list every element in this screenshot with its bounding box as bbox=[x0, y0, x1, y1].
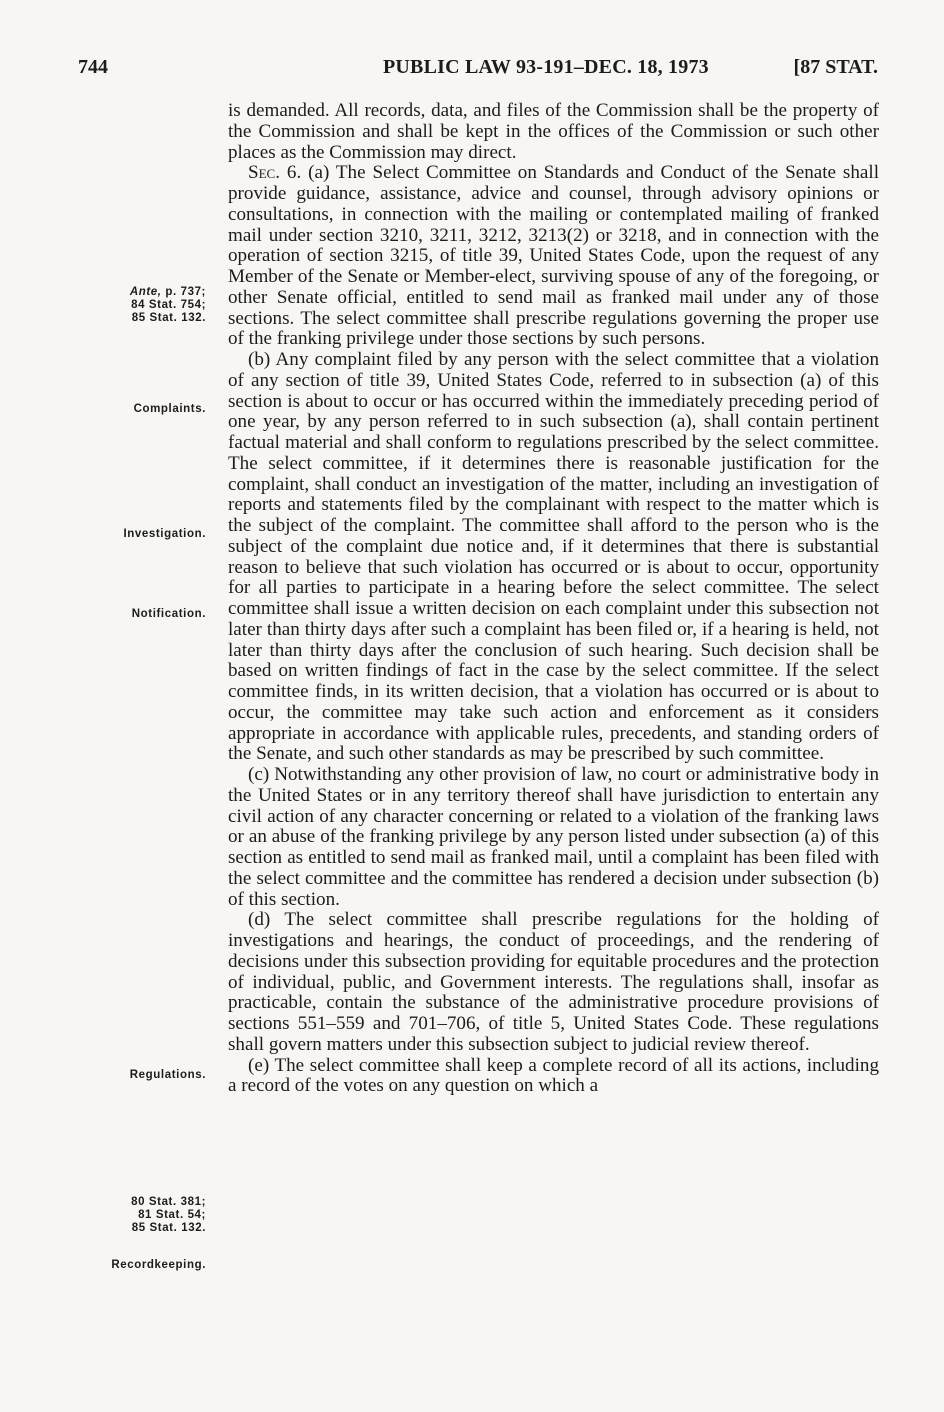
section-6a-text: 6. (a) The Select Committee on Standards and Conduct of the Senate shall provide guidance, assistance, advice and counsel, through advisory opinions or consultations, in connection with the mailing or contemplated mailing of franked mail under section 3210, 3211, 3212, 3213(2) or 3218, and in connection with the operation of section 3215, of title 39, United States Code, upon the request of any Member of the Senate or Member-elect, surviving spouse of any of the foregoing, or other Senate official, entitled to send mail as franked mail under any of those sections. The select committee shall prescribe regulations governing the proper use of the franking privilege under those sections by such persons. bbox=[228, 162, 879, 350]
margin-note-regulations: Regulations. bbox=[129, 1069, 206, 1081]
body-text bbox=[228, 101, 879, 1097]
margin-note-notification: Notification. bbox=[131, 608, 206, 620]
section-label: Sec. bbox=[248, 162, 281, 184]
margin-note-ante-stat2: 85 Stat. 132. bbox=[131, 312, 206, 324]
margin-note-complaints: Complaints. bbox=[133, 403, 206, 415]
running-title: PUBLIC LAW 93-191–DEC. 18, 1973 bbox=[383, 56, 709, 78]
margin-note-stat-line2: 81 Stat. 54; bbox=[138, 1209, 206, 1221]
margin-note-ante-stat1: 84 Stat. 754; bbox=[131, 299, 206, 311]
margin-note-statutes bbox=[131, 1196, 206, 1235]
margin-note-ante-italic: Ante, bbox=[129, 286, 162, 298]
page-number: 744 bbox=[78, 56, 108, 78]
paragraph-c: (c) Notwithstanding any other provision of law, no court or administrative body in the United States or in any territory thereof shall have jurisdiction to entertain any civil action of any character concerning or related to a violation of the franking laws or an abuse of the franking privilege by any person listed under subsection (a) of this section as entitled to send mail as franked mail, until a complaint has been filed with the select committee and the committee has rendered a decision under subsection (b) of this section. bbox=[228, 764, 879, 910]
margin-note-stat-line3: 85 Stat. 132. bbox=[131, 1222, 206, 1234]
margin-note-investigation: Investigation. bbox=[123, 528, 206, 540]
paragraph-continued: is demanded. All records, data, and files of the Commission shall be the property of the Commission and shall be kept in the offices of the Commission or such other places as the Commission may direct. bbox=[228, 100, 879, 163]
page-header bbox=[78, 56, 878, 86]
margin-note-recordkeeping: Recordkeeping. bbox=[111, 1259, 206, 1271]
paragraph-b: (b) Any complaint filed by any person with the select committee that a violation of any section of title 39, United States Code, referred to in subsection (a) of this section is about to occur or has occurred within the immediately preceding period of one year, by any person referred to in such subsection (a), shall contain pertinent factual material and shall conform to regulations prescribed by the select committee. The select committee, if it determines there is reasonable justification for the complaint, shall conduct an investigation of the matter, including an investigation of reports and statements filed by the complainant with respect to the matter which is the subject of the complaint. The committee shall afford to the person who is the subject of the complaint due notice and, if it determines that there is substantial reason to believe that such violation has occurred or is about to occur, opportunity for all parties to participate in a hearing before the select committee. The select committee shall issue a written decision on each complaint under this subsection not later than thirty days after such a complaint has been filed or, if a hearing is held, not later than thirty days after the conclusion of such hearing. Such decision shall be based on written findings of fact in the case by the select committee. If the select committee finds, in its written decision, that a violation has occurred or is about to occur, the committee may take such action and enforcement as it considers appropriate in accordance with applicable rules, precedents, and standing orders of the Senate, and such other standards as may be prescribed by such committee. bbox=[228, 349, 879, 765]
paragraph-d: (d) The select committee shall prescribe regulations for the holding of investigations and hearings, the conduct of proceedings, and the rendering of decisions under this subsection providing for equitable procedures and the protection of individual, public, and Government interests. The regulations shall, insofar as practicable, contain the substance of the administrative procedure provisions of sections 551–559 and 701–706, of title 5, United States Code. These regulations shall govern matters under this subsection subject to judicial review thereof. bbox=[228, 909, 879, 1055]
margin-note-ante-page: p. 737; bbox=[161, 286, 206, 298]
paragraph-e: (e) The select committee shall keep a complete record of all its actions, including a record of the votes on any question on which a bbox=[228, 1054, 879, 1097]
margin-note-ante bbox=[130, 286, 206, 325]
margin-note-stat-line1: 80 Stat. 381; bbox=[131, 1196, 206, 1208]
statute-reference: [87 STAT. bbox=[793, 56, 878, 78]
paragraph-section-6a bbox=[228, 163, 879, 350]
